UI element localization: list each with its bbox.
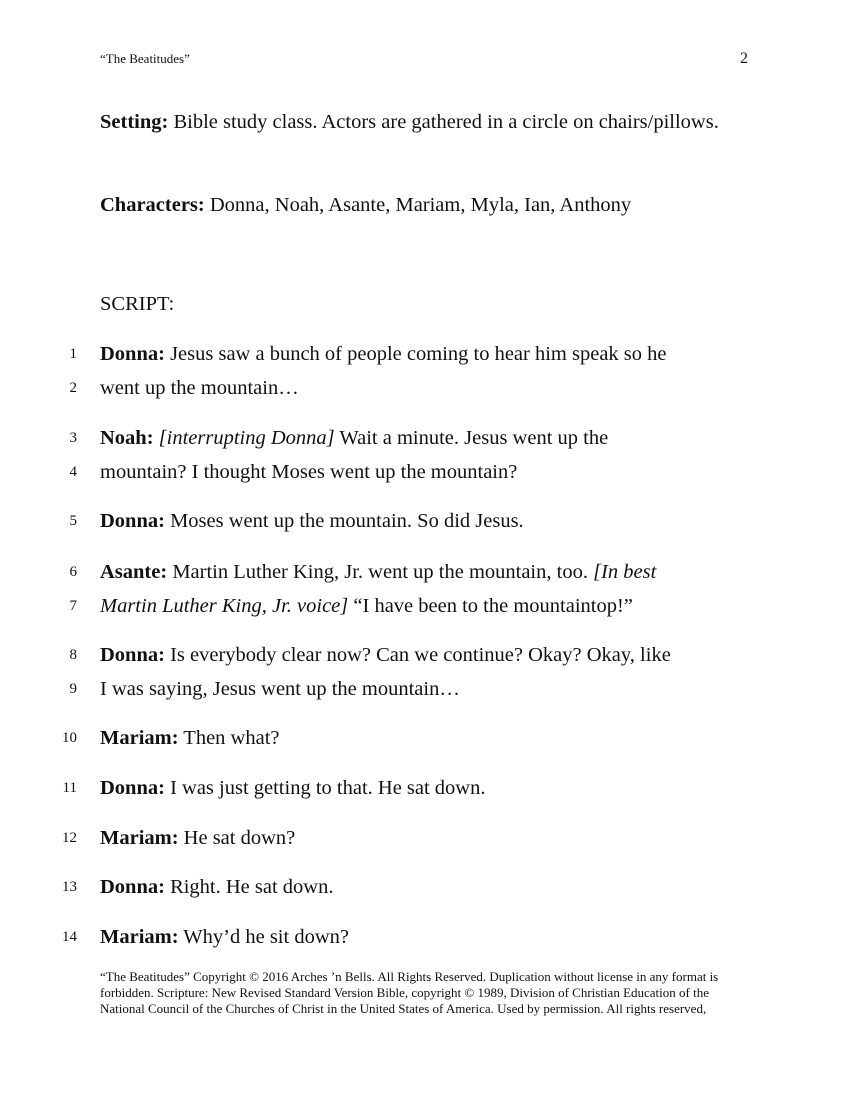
characters-label: Characters: <box>100 194 205 216</box>
dialogue-text: Why’d he sit down? <box>178 926 349 948</box>
stage-direction: [In best <box>593 561 657 583</box>
script-line <box>0 871 850 904</box>
dialogue-text: Right. He sat down. <box>164 876 334 898</box>
speaker-name: Donna: <box>100 644 165 666</box>
line-text <box>100 639 671 672</box>
script-heading: SCRIPT: <box>100 293 175 315</box>
dialogue-text-continued: “I have been to the mountaintop!” <box>348 595 633 617</box>
line-text <box>100 505 524 538</box>
script-line <box>0 505 850 538</box>
script-line <box>0 456 850 489</box>
line-number: 6 <box>69 564 77 580</box>
line-text <box>100 456 517 489</box>
line-text <box>100 372 299 405</box>
characters-text: Donna, Noah, Asante, Mariam, Myla, Ian, Anthony <box>204 194 632 216</box>
line-number: 7 <box>69 598 77 614</box>
line-number: 3 <box>69 430 77 446</box>
line-number: 11 <box>62 780 77 796</box>
line-text <box>100 822 295 855</box>
stage-direction: [interrupting Donna] <box>158 427 335 449</box>
line-number: 5 <box>69 513 77 529</box>
page-number: 2 <box>740 50 748 67</box>
script-line <box>0 338 850 371</box>
line-number: 4 <box>69 464 77 480</box>
dialogue-text: Is everybody clear now? Can we continue? Okay? Okay, like <box>164 644 671 666</box>
line-number: 8 <box>69 647 77 663</box>
speaker-name: Asante: <box>100 561 168 583</box>
line-text <box>100 338 667 371</box>
dialogue-text: I was just getting to that. He sat down. <box>164 777 486 799</box>
dialogue-text-continued: Wait a minute. Jesus went up the <box>334 427 609 449</box>
characters-paragraph <box>100 189 760 222</box>
line-text <box>100 772 486 805</box>
line-text <box>100 590 633 623</box>
script-line <box>0 639 850 672</box>
running-header-title: “The Beatitudes” <box>100 51 190 66</box>
dialogue-text: I was saying, Jesus went up the mountain… <box>100 678 460 700</box>
line-number: 2 <box>69 380 77 396</box>
dialogue-text: Martin Luther King, Jr. went up the mountain, too. <box>167 561 594 583</box>
script-line <box>0 372 850 405</box>
line-number: 10 <box>62 730 77 746</box>
line-text <box>100 556 656 589</box>
speaker-name: Mariam: <box>100 926 179 948</box>
line-number: 14 <box>62 929 77 945</box>
speaker-name: Mariam: <box>100 727 179 749</box>
script-line <box>0 673 850 706</box>
script-line <box>0 921 850 954</box>
dialogue-text: mountain? I thought Moses went up the mountain? <box>100 461 518 483</box>
script-line <box>0 590 850 623</box>
speaker-name: Mariam: <box>100 827 179 849</box>
copyright-footer: “The Beatitudes” Copyright © 2016 Arches ’n Bells. All Rights Reserved. Duplication without license in any format is forbidden. Scripture: New Revised Standard Version Bible, copyright © 1989, Division of Christian Education of the National Council of the Churches of Christ in the United States of America. Used by permission. All rights reserved, <box>100 969 719 1016</box>
line-text <box>100 422 608 455</box>
dialogue-text: Jesus saw a bunch of people coming to hear him speak so he <box>164 343 667 365</box>
dialogue-text: went up the mountain… <box>100 377 299 399</box>
line-text <box>100 921 349 954</box>
script-line <box>0 422 850 455</box>
setting-label: Setting: <box>100 111 169 133</box>
speaker-name: Donna: <box>100 510 165 532</box>
line-text <box>100 673 460 706</box>
line-text <box>100 871 333 904</box>
line-number: 1 <box>69 346 77 362</box>
dialogue-text: He sat down? <box>178 827 296 849</box>
speaker-name: Donna: <box>100 777 165 799</box>
setting-text: Bible study class. Actors are gathered in a circle on chairs/pillows. <box>168 111 719 133</box>
dialogue-text: Moses went up the mountain. So did Jesus. <box>164 510 524 532</box>
dialogue-text: Then what? <box>178 727 280 749</box>
speaker-name: Donna: <box>100 343 165 365</box>
line-text <box>100 722 280 755</box>
line-number: 12 <box>62 830 77 846</box>
stage-direction: Martin Luther King, Jr. voice] <box>100 595 349 617</box>
line-number: 9 <box>69 681 77 697</box>
line-number: 13 <box>62 879 77 895</box>
script-line <box>0 822 850 855</box>
speaker-name: Noah: <box>100 427 154 449</box>
speaker-name: Donna: <box>100 876 165 898</box>
script-line <box>0 722 850 755</box>
script-line <box>0 772 850 805</box>
script-line <box>0 556 850 589</box>
setting-paragraph <box>100 106 760 139</box>
